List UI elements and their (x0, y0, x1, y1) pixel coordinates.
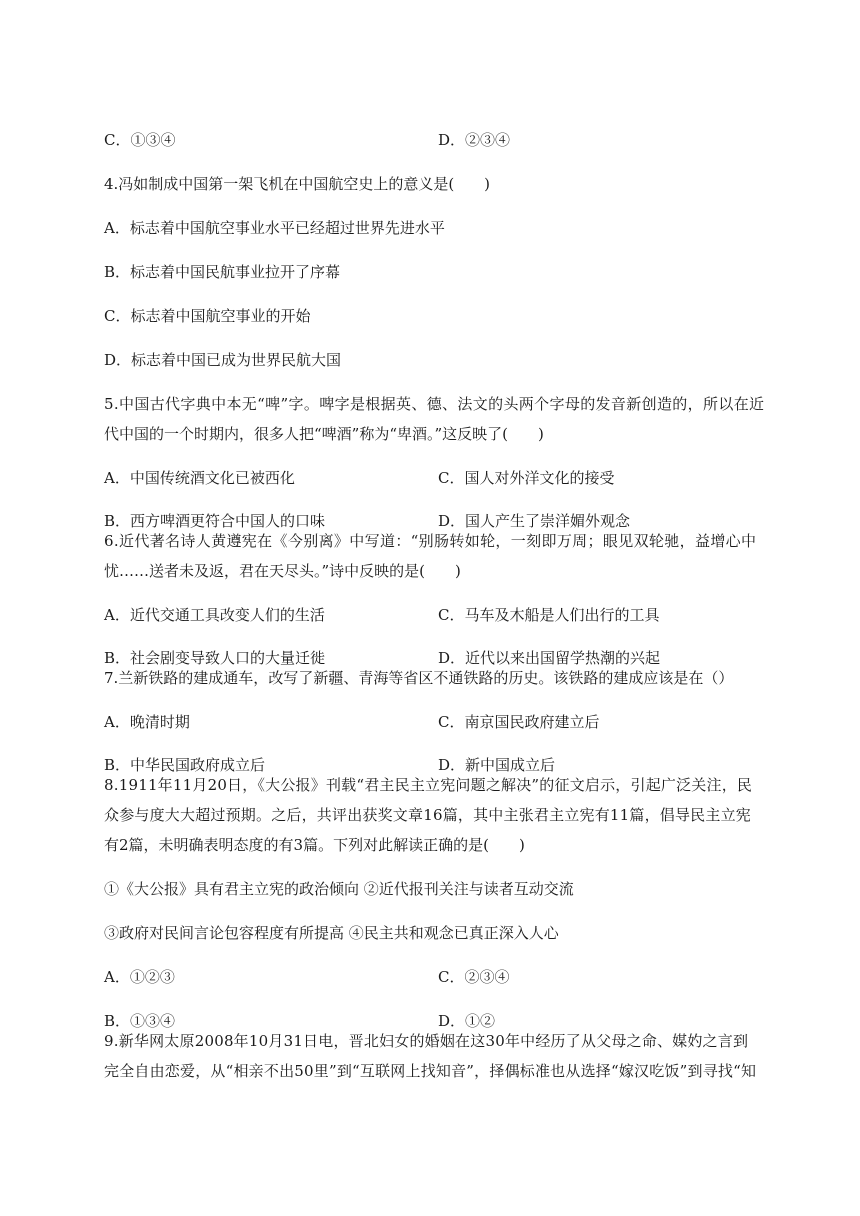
q5-stem-line-2: 代中国的一个时期内，很多人把“啤酒”称为“卑酒。”这反映了( ) (104, 425, 544, 443)
q3-option-d: D．②③④ (438, 131, 511, 149)
q5-option-b: B．西方啤酒更符合中国人的口味 (104, 512, 326, 530)
q8-stem-line-2: 众参与度大大超过预期。之后，共评出获奖文章16篇，其中主张君主立宪有11篇，倡导民主立宪 (104, 806, 751, 824)
q8-statements-1: ①《大公报》具有君主立宪的政治倾向 ②近代报刊关注与读者互动交流 (104, 880, 574, 898)
q4-stem: 4.冯如制成中国第一架飞机在中国航空史上的意义是( ) (104, 175, 491, 193)
q4-option-d: D．标志着中国已成为世界民航大国 (104, 351, 342, 369)
q9-stem-line-1: 9.新华网太原2008年10月31日电，晋北妇女的婚姻在这30年中经历了从父母之命、媒妁之言到 (104, 1032, 749, 1050)
q6-stem-line-2: 忧……送者未及返，君在天尽头。”诗中反映的是( ) (104, 562, 461, 580)
q5-option-c: C．国人对外洋文化的接受 (438, 469, 615, 487)
q5-option-a: A．中国传统酒文化已被西化 (104, 469, 295, 487)
q9-stem-line-2: 完全自由恋爱，从“相亲不出50里”到“互联网上找知音”，择偶标准也从选择“嫁汉吃饭”到寻找“知 (104, 1062, 757, 1080)
q5-stem-line-1: 5.中国古代字典中本无“啤”字。啤字是根据英、德、法文的头两个字母的发音新创造的，所以在近 (104, 395, 765, 413)
q8-statements-2: ③政府对民间言论包容程度有所提高 ④民主共和观念已真正深入人心 (104, 924, 559, 942)
q5-option-d: D．国人产生了崇洋媚外观念 (438, 512, 631, 530)
q8-stem-line-3: 有2篇，未明确表明态度的有3篇。下列对此解读正确的是( ) (104, 836, 525, 854)
q8-option-a: A．①②③ (104, 968, 175, 986)
q4-option-a: A．标志着中国航空事业水平已经超过世界先进水平 (104, 219, 445, 237)
q8-option-b: B．①③④ (104, 1012, 176, 1030)
q8-option-c: C．②③④ (438, 968, 510, 986)
q6-option-d: D．近代以来出国留学热潮的兴起 (438, 649, 661, 667)
q7-stem: 7.兰新铁路的建成通车，改写了新疆、青海等省区不通铁路的历史。该铁路的建成应该是在（） (104, 669, 734, 687)
q6-option-c: C．马车及木船是人们出行的工具 (438, 606, 660, 624)
q8-option-d: D．①② (438, 1012, 496, 1030)
q4-option-c: C．标志着中国航空事业的开始 (104, 307, 311, 325)
q7-option-a: A．晚清时期 (104, 713, 190, 731)
q7-option-b: B．中华民国政府成立后 (104, 756, 266, 774)
q6-option-b: B．社会剧变导致人口的大量迁徙 (104, 649, 326, 667)
q4-option-b: B．标志着中国民航事业拉开了序幕 (104, 263, 341, 281)
q7-option-d: D．新中国成立后 (438, 756, 556, 774)
q3-option-c: C．①③④ (104, 131, 176, 149)
q7-option-c: C．南京国民政府建立后 (438, 713, 600, 731)
q6-option-a: A．近代交通工具改变人们的生活 (104, 606, 325, 624)
q6-stem-line-1: 6.近代著名诗人黄遵宪在《今别离》中写道：“别肠转如轮，一刻即万周；眼见双轮驰，益增心中 (104, 532, 757, 550)
q8-stem-line-1: 8.1911年11月20日，《大公报》刊载“君主民主立宪问题之解决”的征文启示，引起广泛关注，民 (104, 776, 753, 794)
